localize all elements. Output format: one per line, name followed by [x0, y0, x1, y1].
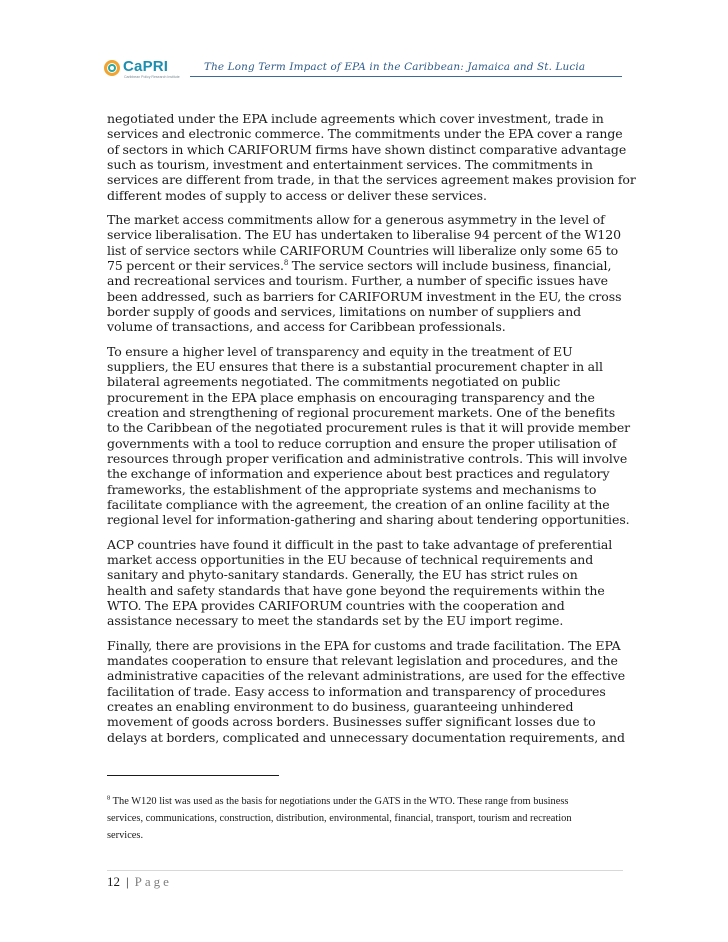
text-line: of sectors in which CARIFORUM firms have shown distinct comparative advantage: [107, 141, 627, 157]
text-line: [107, 258, 647, 273]
footnote-line: [107, 793, 652, 810]
paragraph-2: [107, 212, 647, 335]
text-line: sanitary and phyto-sanitary standards. Generally, the EU has strict rules on: [107, 567, 578, 583]
page-number: 12: [107, 874, 120, 889]
text-line: service liberalisation. The EU has undertaken to liberalise 94 percent of the W120: [107, 227, 622, 243]
text-line: different modes of supply to access or deliver these services.: [107, 187, 487, 203]
text-line: creation and strengthening of regional procurement markets. One of the benefits: [107, 404, 616, 420]
text-line: the exchange of information and experience about best practices and regulatory: [107, 466, 610, 482]
text-line: border supply of goods and services, limitations on number of suppliers and: [107, 304, 582, 320]
text-line: services and electronic commerce. The commitments under the EPA cover a range: [107, 126, 623, 142]
capri-logo: [103, 58, 180, 80]
logo-text: CaPRI: [123, 58, 169, 75]
text-line: The market access commitments allow for a generous asymmetry in the level of: [107, 211, 605, 227]
text-line: movement of goods across borders. Businesses suffer significant losses due to: [107, 714, 596, 730]
text-line: ACP countries have found it difficult in the past to take advantage of preferential: [107, 536, 613, 552]
page-label: Page: [134, 874, 172, 889]
text-line: frameworks, the establishment of the appropriate systems and mechanisms to: [107, 481, 597, 497]
text-line: suppliers, the EU ensures that there is a substantial procurement chapter in all: [107, 358, 603, 374]
text-segment: The service sectors will include business, financial,: [288, 257, 612, 273]
text-line: been addressed, such as barriers for CARIFORUM investment in the EU, the cross: [107, 288, 622, 304]
footnote: [107, 793, 652, 844]
text-line: assistance necessary to meet the standards set by the EU import regime.: [107, 613, 564, 629]
page-header: [103, 58, 619, 80]
footnote-reference[interactable]: 8: [283, 258, 289, 267]
footnote-line: services.: [107, 830, 144, 841]
text-line: facilitation of trade. Easy access to information and transparency of procedures: [107, 683, 606, 699]
text-line: health and safety standards that have gone beyond the requirements within the: [107, 582, 605, 598]
text-line: mandates cooperation to ensure that relevant legislation and procedures, and the: [107, 652, 618, 668]
page-footer: [107, 874, 172, 890]
text-line: services are different from trade, in that the services agreement makes provision for: [107, 172, 636, 188]
text-line: volume of transactions, and access for Caribbean professionals.: [107, 319, 506, 335]
footnote-line: services, communications, construction, distribution, environmental, financial, transport, tourism and recreation: [107, 813, 572, 824]
text-line: bilateral agreements negotiated. The commitments negotiated on public: [107, 374, 561, 390]
footer-divider: [107, 870, 623, 871]
text-line: Finally, there are provisions in the EPA for customs and trade facilitation. The EPA: [107, 637, 621, 653]
text-line: to the Caribbean of the negotiated procurement rules is that it will provide member: [107, 420, 631, 436]
text-line: administrative capacities of the relevant administrations, are used for the effective: [107, 668, 626, 684]
text-line: To ensure a higher level of transparency and equity in the treatment of EU: [107, 343, 573, 359]
header-divider: [190, 76, 622, 77]
text-line: delays at borders, complicated and unnecessary documentation requirements, and: [107, 729, 625, 745]
footnote-separator: [107, 775, 279, 776]
main-text: [107, 111, 647, 754]
text-line: procurement in the EPA place emphasis on encouraging transparency and the: [107, 389, 595, 405]
text-line: market access opportunities in the EU because of technical requirements and: [107, 551, 594, 567]
text-line: regional level for information-gathering and sharing about tendering opportunities.: [107, 512, 630, 528]
running-header-title: The Long Term Impact of EPA in the Caribbean: Jamaica and St. Lucia: [204, 61, 586, 73]
text-line: facilitate compliance with the agreement, the creation of an online facility at the: [107, 497, 610, 513]
text-line: governments with a tool to reduce corruption and ensure the proper utilisation of: [107, 435, 617, 451]
text-line: list of service sectors while CARIFORUM Countries will liberalize only some 65 to: [107, 242, 619, 258]
text-line: resources through proper verification and administrative controls. This will involve: [107, 451, 628, 466]
logo-tagline: Caribbean Policy Research Institute: [124, 75, 180, 79]
text-segment: 75 percent or their services.: [107, 257, 284, 273]
paragraph-3: [107, 344, 647, 528]
text-line: such as tourism, investment and entertainment services. The commitments in: [107, 157, 593, 173]
text-line: creates an enabling environment to do business, guaranteeing unhindered: [107, 698, 574, 714]
footnote-number: 8: [107, 794, 111, 802]
paragraph-5: [107, 638, 647, 745]
logo-inner-ring-icon: [108, 64, 116, 72]
text-line: negotiated under the EPA include agreements which cover investment, trade in: [107, 111, 604, 126]
text-line: and recreational services and tourism. Further, a number of specific issues have: [107, 273, 609, 289]
text-line: WTO. The EPA provides CARIFORUM countries with the cooperation and: [107, 597, 565, 613]
footnote-text: The W120 list was used as the basis for negotiations under the GATS in the WTO. These range from business: [110, 796, 569, 807]
paragraph-4: [107, 537, 647, 629]
footer-separator: |: [126, 874, 129, 889]
paragraph-1: [107, 111, 647, 203]
